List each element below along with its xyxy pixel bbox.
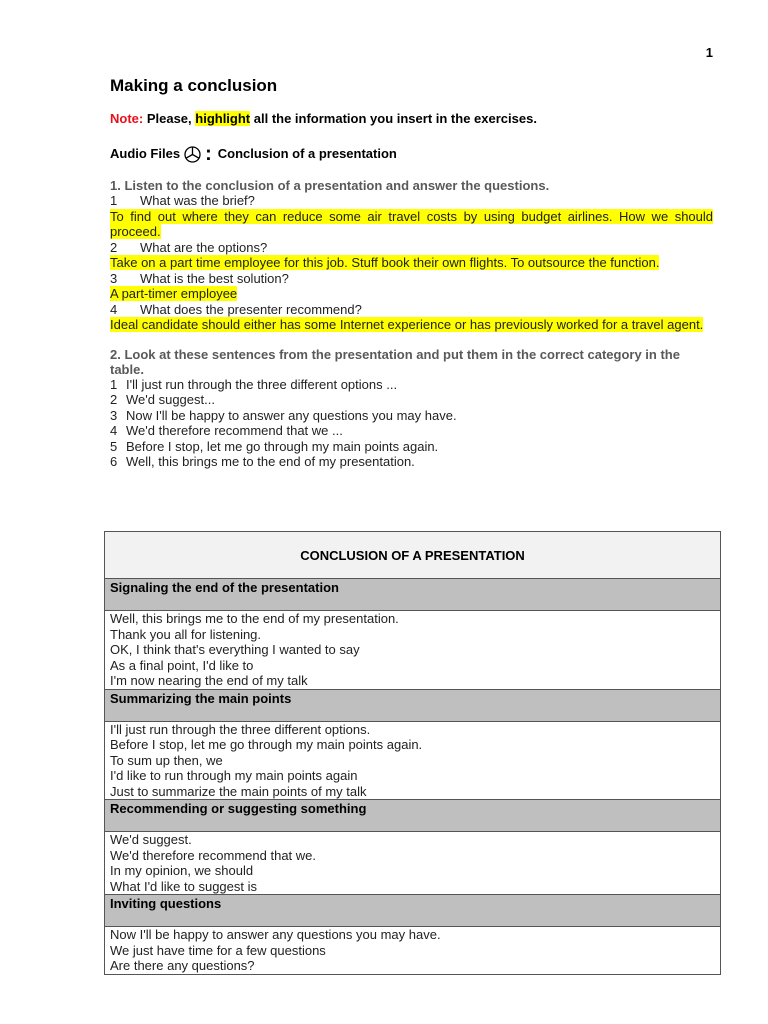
answer-text: Take on a part time employee for this job. Stuff book their own flights. To outsource the function. (110, 255, 660, 270)
phrase-line: I'll just run through the three different options. (110, 721, 371, 737)
note-label: Note: (110, 111, 144, 126)
question-text: What is the best solution? (140, 270, 289, 286)
sentence-item (110, 454, 713, 470)
page-title: Making a conclusion (110, 76, 278, 95)
category-header: Signaling the end of the presentation (105, 579, 721, 611)
phrase-line: Thank you all for listening. (110, 626, 262, 642)
item-text: We'd therefore recommend that we ... (126, 423, 343, 438)
category-header: Recommending or suggesting something (105, 800, 721, 832)
phrase-line: In my opinion, we should (110, 863, 254, 878)
sentence-item (110, 377, 713, 393)
question-number: 2 (110, 239, 118, 255)
phrase-line: We just have time for a few questions (110, 942, 326, 958)
exercise-2-heading: 2. Look at these sentences from the presentation and put them in the correct category in the table. (110, 346, 680, 377)
table-title: CONCLUSION OF A PRESENTATION (105, 532, 721, 579)
sentence-item (110, 423, 713, 439)
phrase-line: Now I'll be happy to answer any questions you may have. (110, 927, 441, 942)
item-text: Well, this brings me to the end of my presentation. (126, 454, 415, 469)
exercise-2 (110, 347, 713, 470)
phrase-line: We'd suggest. (110, 832, 192, 847)
exercise-1 (110, 178, 713, 333)
note-text-before: Please, (143, 111, 196, 126)
category-phrases (105, 611, 721, 690)
phrase-line: As a final point, I'd like to (110, 657, 254, 673)
note-line (110, 111, 713, 127)
sentence-item (110, 408, 713, 424)
category-phrases (105, 927, 721, 975)
answer-text: To find out where they can reduce some air travel costs by using budget airlines. How we should proceed. (110, 208, 713, 239)
sentence-item (110, 439, 713, 455)
mercedes-star-icon (184, 146, 201, 163)
question-number: 1 (110, 193, 118, 208)
item-number: 3 (110, 407, 118, 423)
exercise-1-heading: 1. Listen to the conclusion of a presentation and answer the questions. (110, 178, 550, 193)
item-text: Before I stop, let me go through my main points again. (126, 438, 439, 454)
item-number: 6 (110, 454, 118, 469)
category-header: Inviting questions (105, 895, 721, 927)
exercise-1-question (110, 193, 713, 240)
exercise-1-question (110, 271, 713, 302)
item-number: 2 (110, 392, 118, 407)
phrase-line: Before I stop, let me go through my main points again. (110, 737, 423, 752)
category-header: Summarizing the main points (105, 689, 721, 721)
note-highlight-word: highlight (195, 111, 251, 126)
phrase-line: OK, I think that's everything I wanted to say (110, 642, 360, 657)
page-number: 1 (705, 45, 713, 60)
phrase-line: We'd therefore recommend that we. (110, 847, 317, 863)
phrase-line: I'm now nearing the end of my talk (110, 673, 308, 688)
phrase-line: What I'd like to suggest is (110, 878, 257, 894)
question-text: What does the presenter recommend? (140, 301, 362, 317)
audio-files-label: Audio Files (110, 146, 181, 161)
item-number: 5 (110, 438, 118, 454)
question-text: What are the options? (140, 239, 268, 255)
question-text: What was the brief? (140, 193, 255, 208)
audio-files-line (110, 145, 713, 163)
phrase-line: Just to summarize the main points of my talk (110, 783, 367, 799)
item-number: 1 (110, 376, 118, 392)
phrase-line: Well, this brings me to the end of my presentation. (110, 611, 399, 626)
category-phrases (105, 721, 721, 800)
answer-text: Ideal candidate should either has some Internet experience or has previously worked for a travel agent. (110, 317, 704, 332)
phrase-line: To sum up then, we (110, 752, 223, 768)
sentence-item (110, 392, 713, 408)
note-text-after: all the information you insert in the exercises. (250, 111, 537, 126)
audio-files-colon: : (205, 143, 212, 165)
item-text: We'd suggest... (126, 392, 215, 407)
document-body (110, 76, 713, 470)
item-text: Now I'll be happy to answer any questions you may have. (126, 407, 457, 423)
exercise-1-question (110, 240, 713, 271)
question-number: 3 (110, 270, 118, 286)
exercise-1-question (110, 302, 713, 333)
phrase-line: I'd like to run through my main points again (110, 768, 358, 783)
phrase-line: Are there any questions? (110, 958, 255, 973)
answer-text: A part-timer employee (110, 286, 238, 301)
conclusion-table (104, 531, 721, 975)
question-number: 4 (110, 301, 118, 317)
item-number: 4 (110, 423, 118, 438)
item-text: I'll just run through the three different options ... (126, 376, 398, 392)
audio-files-title: Conclusion of a presentation (217, 146, 397, 161)
category-phrases (105, 832, 721, 895)
